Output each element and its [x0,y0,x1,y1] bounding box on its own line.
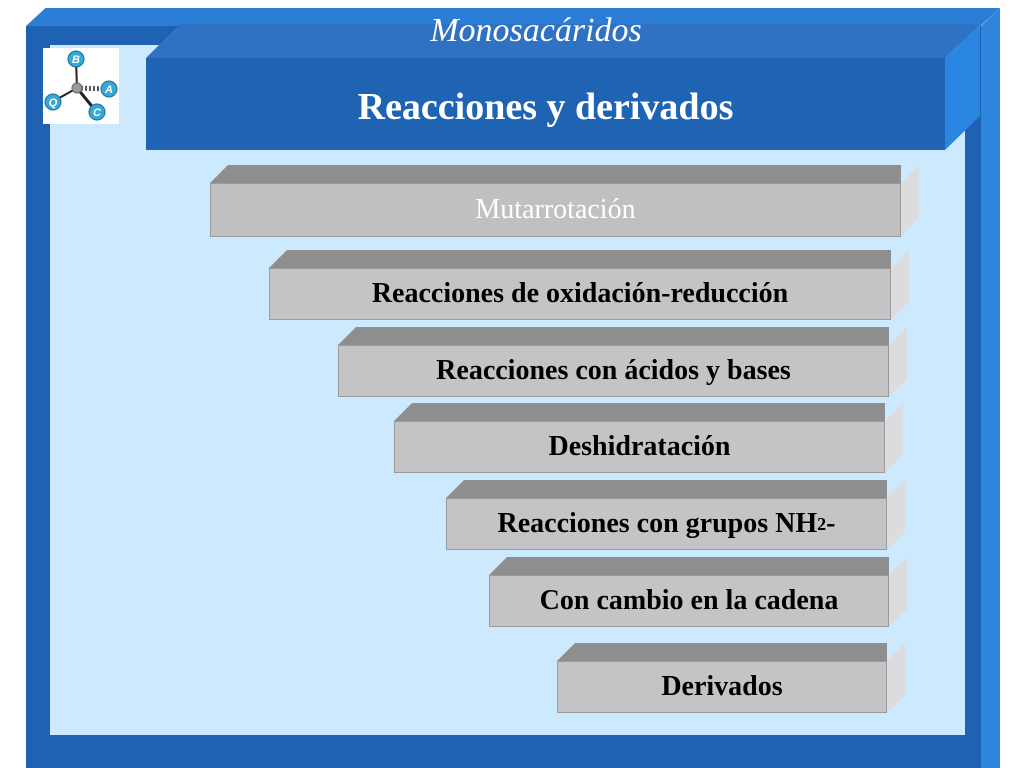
menu-label [446,498,887,550]
button-top-bevel [269,250,891,268]
menu-label: Mutarrotación [475,194,636,225]
logo-ball-q [45,94,61,110]
menu-label-subscript: 2 [817,513,827,534]
menu-button-derivados[interactable] [557,643,905,713]
svg-text:C: C [93,107,101,119]
menu-label: Reacciones de oxidación-reducción [371,278,789,309]
button-side-bevel [887,643,905,713]
menu-label-main: Reacciones con grupos NH [497,508,818,539]
slide-subtitle: Reacciones y derivados [357,86,734,128]
menu-button-grupos-nh2[interactable] [446,480,905,550]
button-top-bevel [557,643,887,661]
menu-button-acidos-bases[interactable] [338,327,907,397]
menu-button-mutarrotacion[interactable] [210,165,919,237]
menu-label: Reacciones con ácidos y bases [436,355,791,386]
menu-button-cambio-cadena[interactable] [489,557,907,627]
button-top-bevel [394,403,885,421]
button-top-bevel [338,327,889,345]
button-side-bevel [885,403,903,473]
menu-button-deshidratacion[interactable] [394,403,903,473]
button-side-bevel [889,327,907,397]
slide-frame-side-bevel [981,8,1000,768]
button-top-bevel [210,165,901,183]
logo-ball-a [101,81,117,97]
button-side-bevel [887,480,905,550]
button-top-bevel [489,557,889,575]
svg-text:B: B [72,54,80,66]
svg-text:A: A [105,84,113,96]
menu-label: Derivados [661,671,783,702]
menu-label-tail: - [826,508,836,539]
logo-ball-c [89,104,105,120]
button-side-bevel [901,165,919,237]
button-top-bevel [446,480,887,498]
molecule-logo-icon [43,48,119,124]
slide-title: Monosacáridos [430,12,642,49]
button-side-bevel [891,250,909,320]
menu-label: Con cambio en la cadena [539,585,839,616]
logo-ball-b [68,51,84,67]
menu-button-oxidacion-reduccion[interactable] [269,250,909,320]
menu-label: Deshidratación [548,431,731,462]
button-side-bevel [889,557,907,627]
svg-text:Q: Q [48,97,58,109]
